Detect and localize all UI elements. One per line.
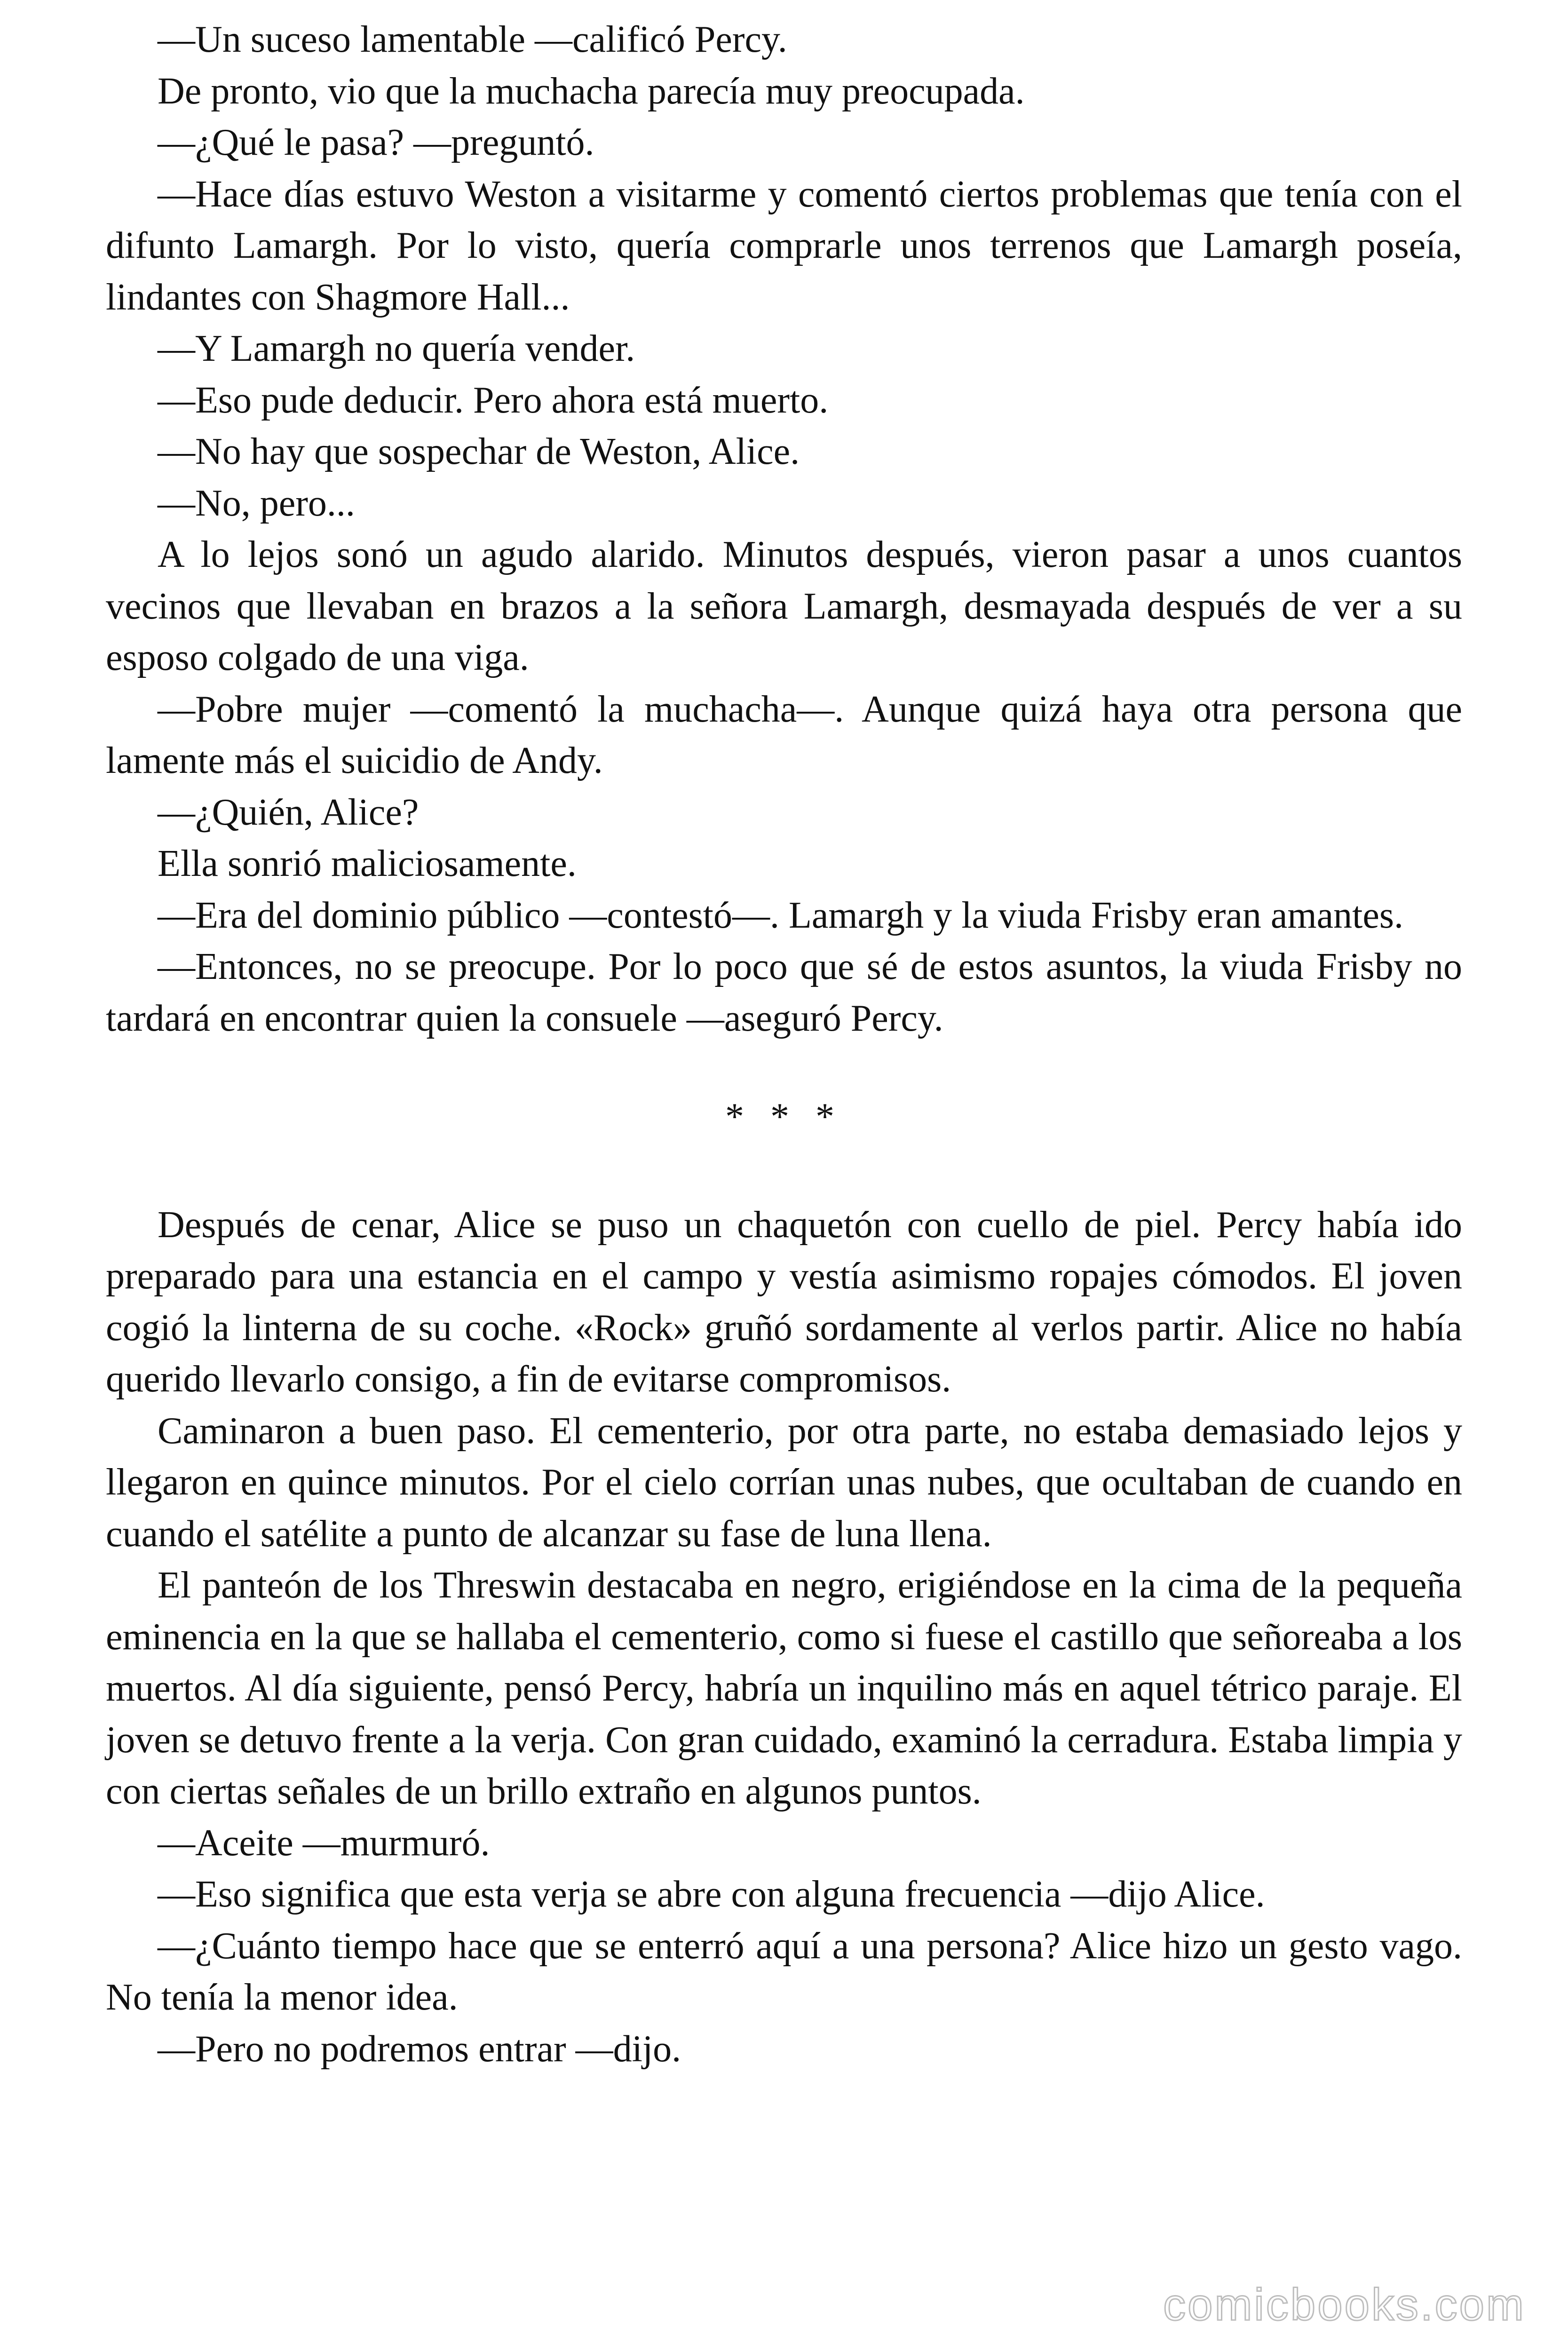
paragraph: A lo lejos sonó un agudo alarido. Minutos después, vieron pasar a unos cuantos vecinos que llevaban en brazos a la señora Lamargh, desmayada después de ver a su esposo colgado de una viga. (106, 534, 1462, 678)
section-separator: * * * (725, 1096, 843, 1137)
paragraph: De pronto, vio que la muchacha parecía muy preocupada. (158, 70, 1025, 112)
paragraph: —No, pero... (158, 482, 355, 524)
paragraph: —Eso significa que esta verja se abre con alguna frecuencia —dijo Alice. (158, 1874, 1265, 1915)
paragraph: —Y Lamargh no quería vender. (158, 328, 635, 369)
paragraph: —Pero no podremos entrar —dijo. (158, 2028, 681, 2070)
paragraph: —Entonces, no se preocupe. Por lo poco que sé de estos asuntos, la viuda Frisby no tardará en encontrar quien la consuele —aseguró Percy. (106, 946, 1462, 1039)
paragraph: —Aceite —murmuró. (158, 1822, 490, 1864)
book-page (106, 14, 1462, 2075)
paragraph: —Era del dominio público —contestó—. Lamargh y la viuda Frisby eran amantes. (158, 894, 1404, 936)
text-block-after (106, 1200, 1462, 2075)
paragraph: —Un suceso lamentable —calificó Percy. (158, 19, 787, 60)
paragraph: —No hay que sospechar de Weston, Alice. (158, 431, 800, 472)
paragraph: Después de cenar, Alice se puso un chaquetón con cuello de piel. Percy había ido preparado para una estancia en el campo y vestía asimismo ropajes cómodos. El joven cogió la linterna de su coche. «Rock» gruñó sordamente al verlos partir. Alice no había querido llevarlo consigo, a fin de evitarse compromisos. (106, 1204, 1462, 1400)
paragraph: —Hace días estuvo Weston a visitarme y comentó ciertos problemas que tenía con el difunto Lamargh. Por lo visto, quería comprarle unos terrenos que Lamargh poseía, lindantes con Shagmore Hall... (106, 173, 1462, 318)
paragraph: —¿Qué le pasa? —preguntó. (158, 122, 594, 163)
paragraph: El panteón de los Threswin destacaba en negro, erigiéndose en la cima de la pequeña eminencia en la que se hallaba el cementerio, como si fuese el castillo que señoreaba a los muertos. Al día siguiente, pensó Percy, habría un inquilino más en aquel tétrico paraje. El joven se detuvo frente a la verja. Con gran cuidado, examinó la cerradura. Estaba limpia y con ciertas señales de un brillo extraño en algunos puntos. (106, 1565, 1462, 1812)
paragraph: —¿Quién, Alice? (158, 791, 419, 833)
paragraph: —¿Cuánto tiempo hace que se enterró aquí a una persona? Alice hizo un gesto vago. No tenía la menor idea. (106, 1925, 1462, 2018)
paragraph: Ella sonrió maliciosamente. (158, 843, 577, 884)
paragraph: —Eso pude deducir. Pero ahora está muerto. (158, 379, 829, 421)
watermark: comicbooks.com (1163, 2280, 1526, 2330)
text-block-before (106, 14, 1462, 1044)
paragraph: —Pobre mujer —comentó la muchacha—. Aunque quizá haya otra persona que lamente más el suicidio de Andy. (106, 688, 1462, 781)
paragraph: Caminaron a buen paso. El cementerio, por otra parte, no estaba demasiado lejos y llegaron en quince minutos. Por el cielo corrían unas nubes, que ocultaban de cuando en cuando el satélite a punto de alcanzar su fase de luna llena. (106, 1410, 1462, 1555)
